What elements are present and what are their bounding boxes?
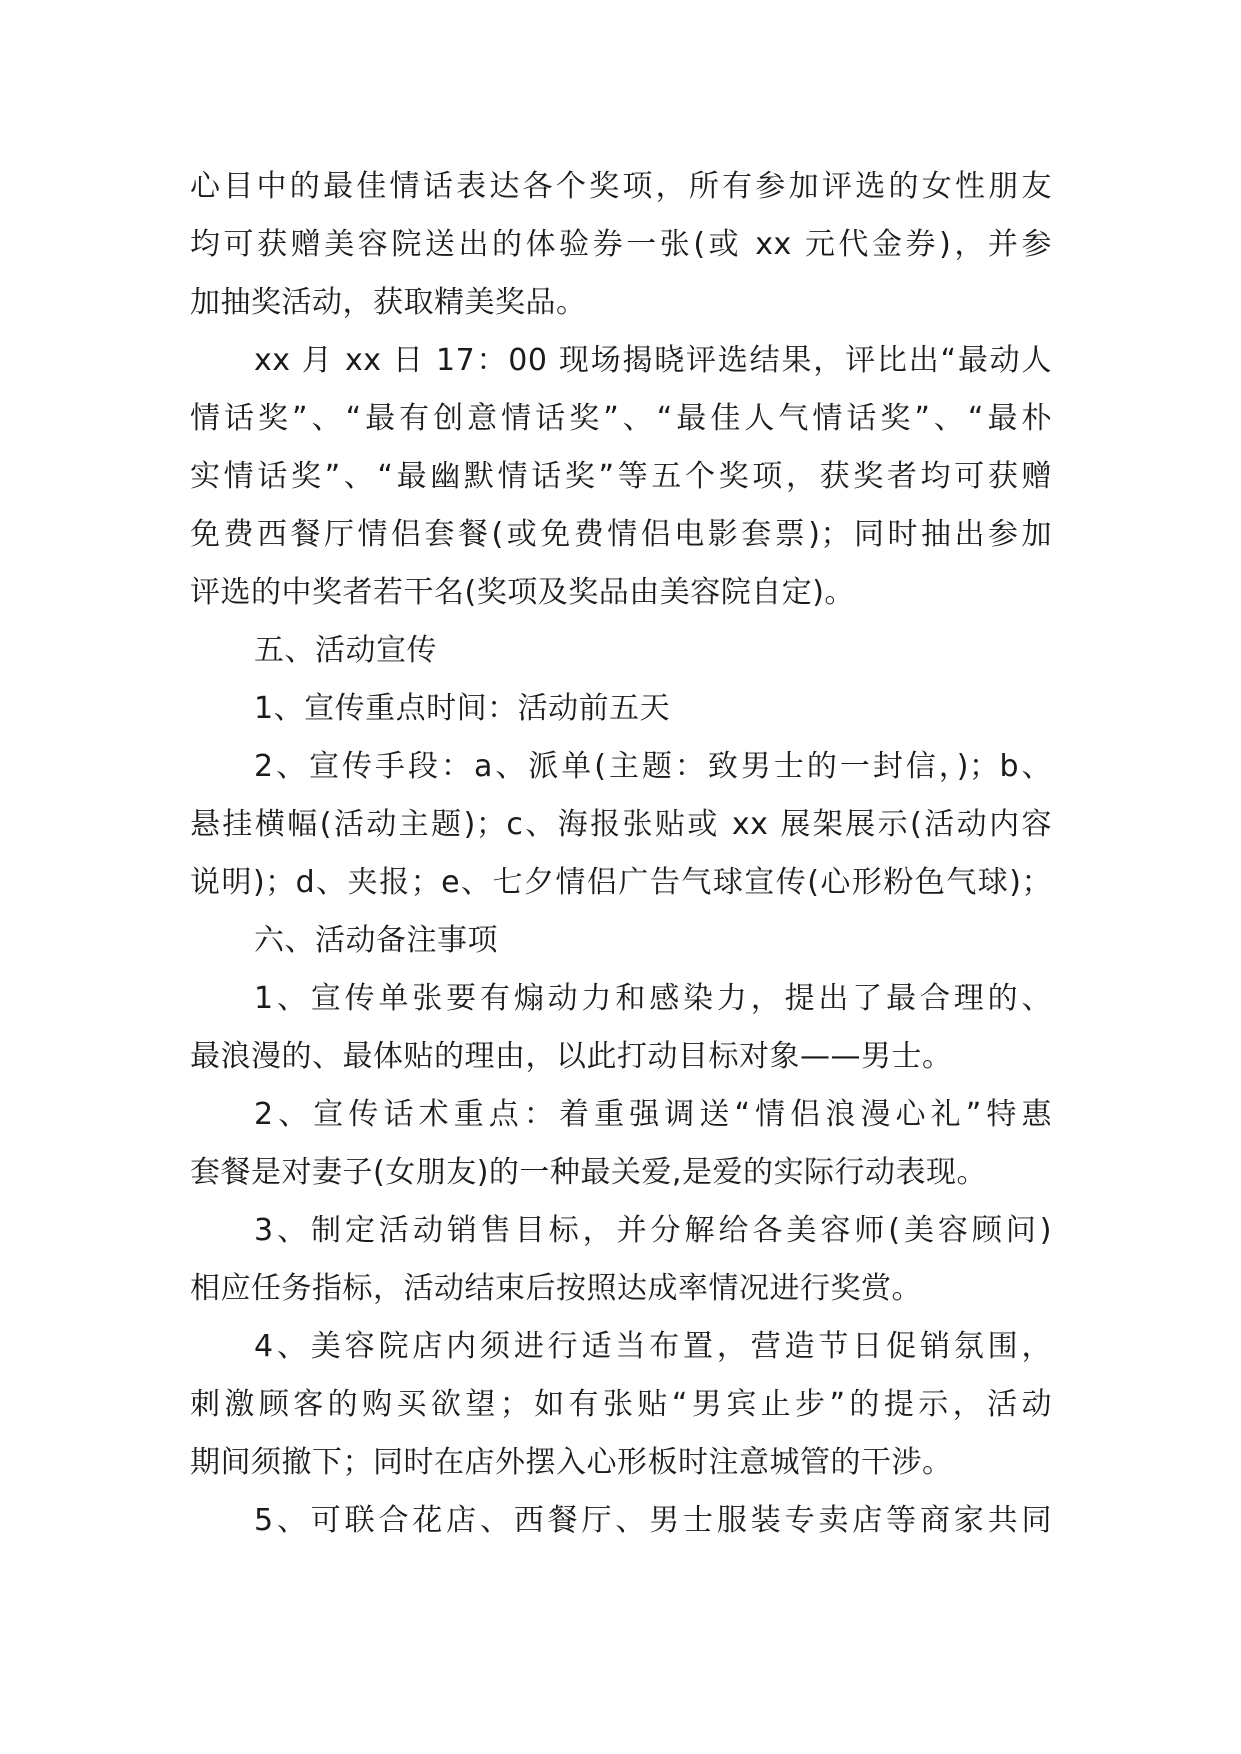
- section-heading: 六、活动备注事项: [254, 923, 498, 958]
- paragraph-line: 1、宣传重点时间：活动前五天: [254, 691, 671, 726]
- paragraph-line: 期间须撤下；同时在店外摆入心形板时注意城管的干涉。: [190, 1445, 953, 1480]
- paragraph-line: 最浪漫的、最体贴的理由，以此打动目标对象——男士。: [190, 1039, 953, 1074]
- paragraph-line: 实情话奖”、“最幽默情话奖”等五个奖项，获奖者均可获赠: [190, 459, 1052, 494]
- paragraph-line: 说明)；d、夹报；e、七夕情侣广告气球宣传(心形粉色气球)；: [190, 865, 1052, 900]
- paragraph-line: 5、可联合花店、西餐厅、男士服装专卖店等商家共同: [254, 1503, 1052, 1538]
- paragraph-line: 相应任务指标，活动结束后按照达成率情况进行奖赏。: [190, 1271, 922, 1306]
- section-heading: 五、活动宣传: [254, 633, 437, 668]
- paragraph-line: 评选的中奖者若干名(奖项及奖品由美容院自定)。: [190, 575, 855, 610]
- paragraph-line: 心目中的最佳情话表达各个奖项，所有参加评选的女性朋友: [190, 169, 1052, 204]
- paragraph-line: 情话奖”、“最有创意情话奖”、“最佳人气情话奖”、“最朴: [190, 401, 1052, 436]
- paragraph-line: 1、宣传单张要有煽动力和感染力，提出了最合理的、: [254, 981, 1052, 1016]
- paragraph-line: 2、宣传手段：a、派单(主题：致男士的一封信，)；b、: [254, 749, 1052, 784]
- paragraph-line: 悬挂横幅(活动主题)；c、海报张贴或 xx 展架展示(活动内容: [190, 807, 1052, 842]
- paragraph-line: 4、美容院店内须进行适当布置，营造节日促销氛围，: [254, 1329, 1052, 1364]
- paragraph-line: 3、制定活动销售目标，并分解给各美容师(美容顾问): [254, 1213, 1052, 1248]
- paragraph-line: 2、宣传话术重点：着重强调送“情侣浪漫心礼”特惠: [254, 1097, 1052, 1132]
- paragraph-line: 套餐是对妻子(女朋友)的一种最关爱,是爱的实际行动表现。: [190, 1155, 987, 1190]
- paragraph-line: xx 月 xx 日 17：00 现场揭晓评选结果，评比出“最动人: [254, 343, 1052, 378]
- paragraph-line: 均可获赠美容院送出的体验券一张(或 xx 元代金券)，并参: [190, 227, 1052, 262]
- paragraph-line: 加抽奖活动，获取精美奖品。: [190, 285, 587, 320]
- paragraph-line: 免费西餐厅情侣套餐(或免费情侣电影套票)；同时抽出参加: [190, 517, 1052, 552]
- paragraph-line: 刺激顾客的购买欲望；如有张贴“男宾止步”的提示，活动: [190, 1387, 1052, 1422]
